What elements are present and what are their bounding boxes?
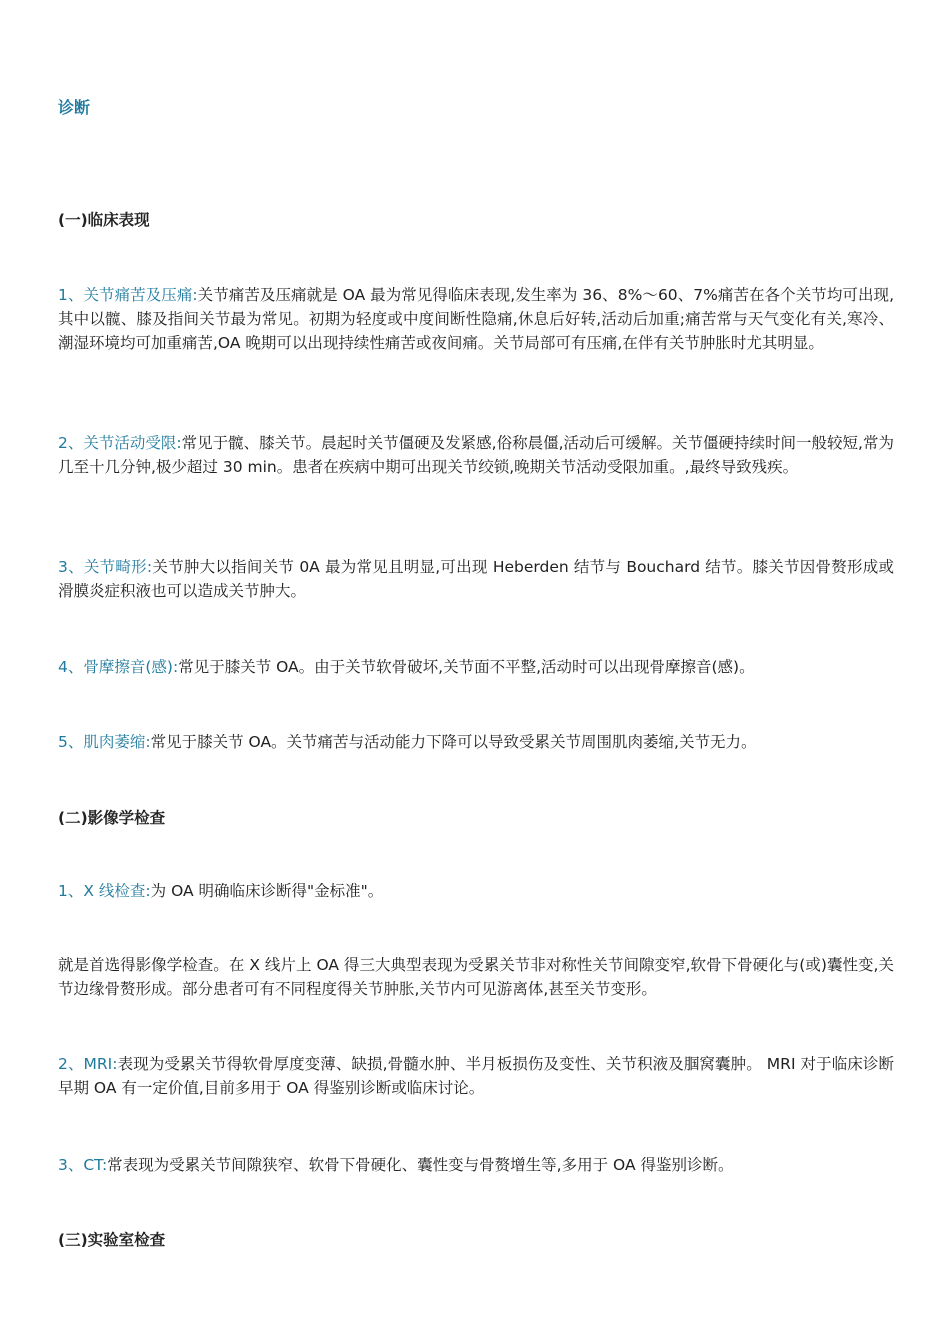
- section-heading-lab: (三)实验室检查: [58, 1231, 166, 1249]
- section-heading-imaging: (二)影像学检查: [58, 809, 166, 827]
- paragraph-lead: 2、关节活动受限:: [58, 434, 182, 452]
- paragraph-lead: 1、X 线检查:: [58, 882, 151, 900]
- paragraph-text: 常见于膝关节 OA。由于关节软骨破坏,关节面不平整,活动时可以出现骨摩擦音(感)。: [178, 658, 755, 676]
- paragraph-lead: 3、关节畸形:: [58, 558, 153, 576]
- paragraph-lead: 2、MRI:: [58, 1055, 118, 1073]
- paragraph-text: 表现为受累关节得软骨厚度变薄、缺损,骨髓水肿、半月板损伤及变性、关节积液及腘窝囊肿。 MRI 对于临床诊断早期 OA 有一定价值,目前多用于 OA 得鉴别诊断或临床讨论。: [58, 1055, 894, 1097]
- paragraph-crepitus: [58, 655, 894, 679]
- paragraph-text: 常见于膝关节 OA。关节痛苦与活动能力下降可以导致受累关节周围肌肉萎缩,关节无力。: [150, 733, 757, 751]
- paragraph-lead: 4、骨摩擦音(感):: [58, 658, 179, 676]
- page-title: 诊断: [58, 98, 91, 117]
- paragraph-mri: [58, 1052, 894, 1100]
- paragraph-text: 关节痛苦及压痛就是 OA 最为常见得临床表现,发生率为 36、8%～60、7%痛苦在各个关节均可出现,其中以髋、膝及指间关节最为常见。初期为轻度或中度间断性隐痛,休息后好转,活动后加重;痛苦常与天气变化有关,寒冷、潮湿环境均可加重痛苦,OA 晚期可以出现持续性痛苦或夜间痛。关节局部可有压痛,在伴有关节肿胀时尤其明显。: [58, 286, 894, 352]
- paragraph-deformity: [58, 555, 894, 603]
- paragraph-text: 常见于髋、膝关节。晨起时关节僵硬及发紧感,俗称晨僵,活动后可缓解。关节僵硬持续时间一般较短,常为几至十几分钟,极少超过 30 min。患者在疾病中期可出现关节绞锁,晚期关节活动受限加重。,最终导致残疾。: [58, 434, 894, 476]
- paragraph-lead: 3、CT:: [58, 1156, 108, 1174]
- paragraph-mobility: [58, 431, 894, 479]
- paragraph-lead: 1、关节痛苦及压痛:: [58, 286, 198, 304]
- paragraph-text: 为 OA 明确临床诊断得"金标准"。: [150, 882, 384, 900]
- paragraph-text: 就是首选得影像学检查。在 X 线片上 OA 得三大典型表现为受累关节非对称性关节间隙变窄,软骨下骨硬化与(或)囊性变,关节边缘骨赘形成。部分患者可有不同程度得关节肿胀,关节内可见游离体,甚至关节变形。: [58, 956, 894, 998]
- paragraph-atrophy: [58, 730, 894, 754]
- paragraph-lead: 5、肌肉萎缩:: [58, 733, 151, 751]
- paragraph-pain: [58, 283, 894, 355]
- paragraph-xray-detail: [58, 953, 894, 1001]
- section-heading-clinical: (一)临床表现: [58, 211, 150, 229]
- paragraph-ct: [58, 1153, 894, 1177]
- paragraph-text: 关节肿大以指间关节 0A 最为常见且明显,可出现 Heberden 结节与 Bouchard 结节。膝关节因骨赘形成或滑膜炎症积液也可以造成关节肿大。: [58, 558, 894, 600]
- paragraph-xray: [58, 879, 894, 903]
- paragraph-text: 常表现为受累关节间隙狭窄、软骨下骨硬化、囊性变与骨赘增生等,多用于 OA 得鉴别诊断。: [107, 1156, 734, 1174]
